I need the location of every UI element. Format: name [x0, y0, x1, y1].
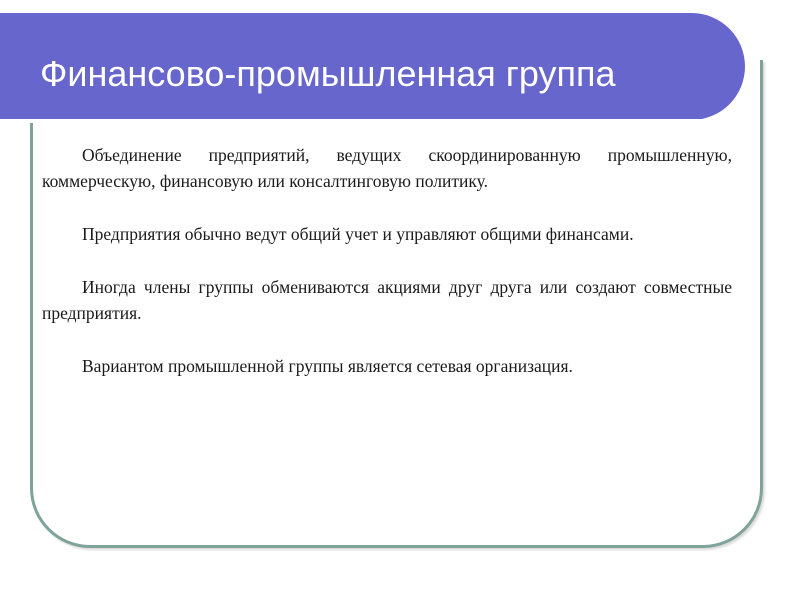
title-underline — [0, 119, 708, 123]
slide-title: Финансово-промышленная группа — [40, 53, 616, 94]
paragraph-network: Вариантом промышленной группы является сетевая организация. — [82, 356, 573, 376]
slide-body — [42, 142, 732, 406]
title-bar — [0, 13, 745, 120]
paragraph-accounting: Предприятия обычно ведут общий учет и управляют общими финансами. — [82, 224, 634, 244]
paragraph-definition: Объединение предприятий, ведущих скоординированную промышленную, коммерческую, финансовую или консалтинговую политику. — [42, 145, 732, 191]
paragraph-shares: Иногда члены группы обмениваются акциями друг друга или создают совместные предприятия. — [42, 277, 732, 323]
